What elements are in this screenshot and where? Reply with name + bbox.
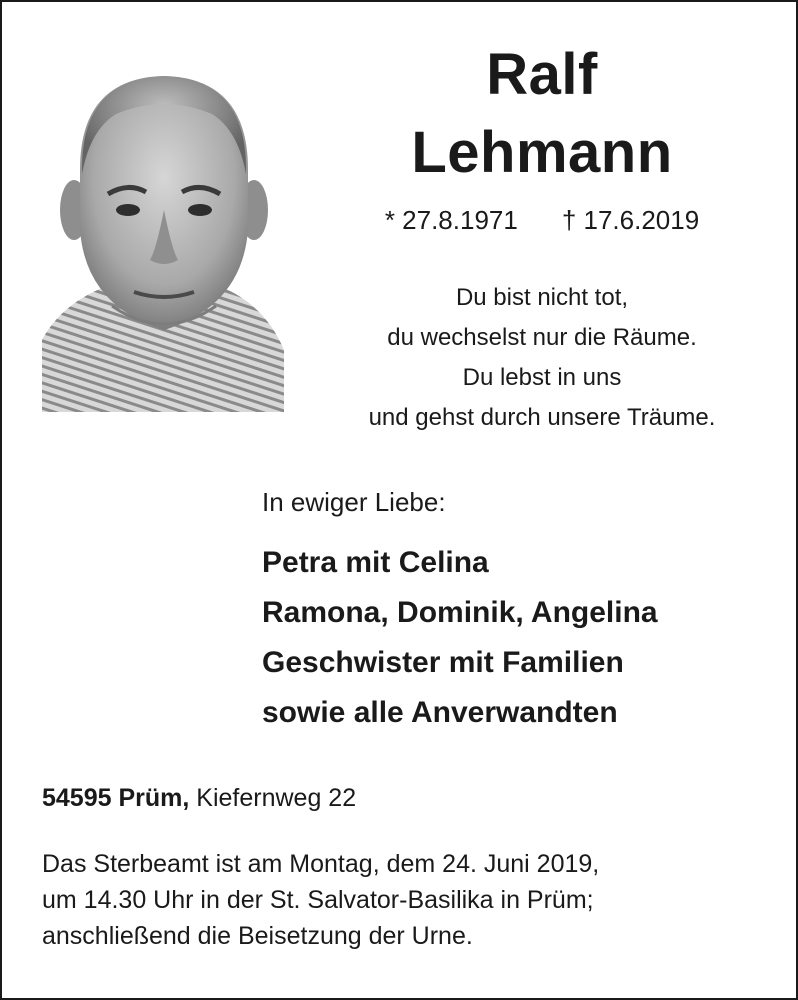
notice-line: Das Sterbeamt ist am Montag, dem 24. Juni 2019, [42, 850, 600, 878]
birth-date: * 27.8.1971 [384, 205, 518, 235]
mourners-intro: In ewiger Liebe: [262, 487, 446, 517]
family-address [42, 778, 356, 818]
deceased-first-name: Ralf [486, 42, 598, 107]
poem-line: und gehst durch unsere Träume. [368, 404, 716, 431]
address-street: Kiefernweg 22 [196, 784, 357, 812]
portrait-illustration [42, 70, 284, 412]
deceased-last-name: Lehmann [411, 120, 673, 185]
portrait-photo [42, 70, 284, 412]
mourner-line: Petra mit Celina [262, 546, 489, 579]
life-dates [302, 200, 782, 240]
mourner-line: sowie alle Anverwandten [262, 696, 618, 729]
mourner-line: Ramona, Dominik, Angelina [262, 596, 658, 629]
mourner-line: Geschwister mit Familien [262, 646, 624, 679]
memorial-poem [282, 278, 798, 438]
notice-line: um 14.30 Uhr in der St. Salvator-Basilika in Prüm; [42, 886, 594, 914]
poem-line: du wechselst nur die Räume. [387, 324, 697, 351]
funeral-notice [42, 846, 599, 954]
poem-line: Du lebst in uns [462, 364, 622, 391]
address-city: 54595 Prüm, [42, 784, 190, 812]
notice-line: anschließend die Beisetzung der Urne. [42, 922, 473, 950]
death-date: † 17.6.2019 [561, 205, 700, 235]
poem-line: Du bist nicht tot, [455, 284, 629, 311]
mourners-list [262, 538, 658, 738]
